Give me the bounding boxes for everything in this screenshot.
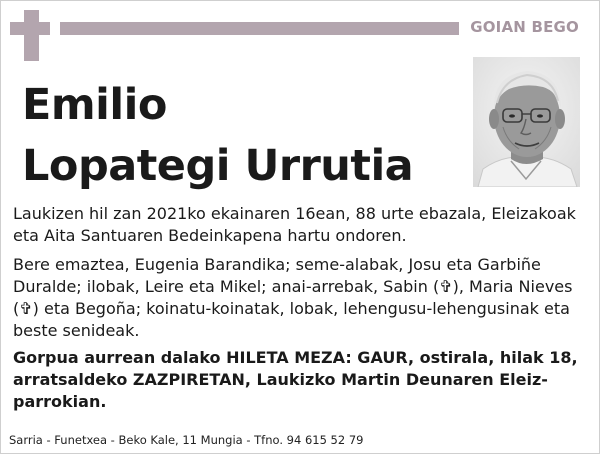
portrait-photo: [473, 57, 580, 187]
family-list: Bere emaztea, Eugenia Barandika; seme-alabak, Josu eta Garbiñe Duralde; ilobak, Leire eta Mikel; anai-arrebak, Sabin (✞), Maria Nieves (✞) eta Begoña; koinatu-koinatak, lobak, lehengusu-lehengusinak eta beste senideak.: [13, 255, 573, 340]
header-title: GOIAN BEGO: [470, 18, 579, 36]
deceased-last-name: Lopategi Urrutia: [22, 141, 414, 191]
deceased-first-name: Emilio: [22, 80, 167, 130]
death-announcement: Laukizen hil zan 2021ko ekainaren 16ean, 88 urte ebazala, Eleizakoak eta Aita Santuaren Bedeinkapena hartu ondoren.: [13, 204, 576, 245]
funeral-mass-details: Gorpua aurrean dalako HILETA MEZA: GAUR, ostirala, hilak 18, arratsaldeko ZAZPIRETAN, Laukizko Martin Deunaren Eleiz-parrokian.: [13, 348, 578, 411]
header-bar: [60, 22, 459, 35]
obituary-text: [13, 203, 588, 418]
funeral-home-footer: Sarria - Funetxea - Beko Kale, 11 Mungia - Tfno. 94 615 52 79: [9, 433, 364, 447]
